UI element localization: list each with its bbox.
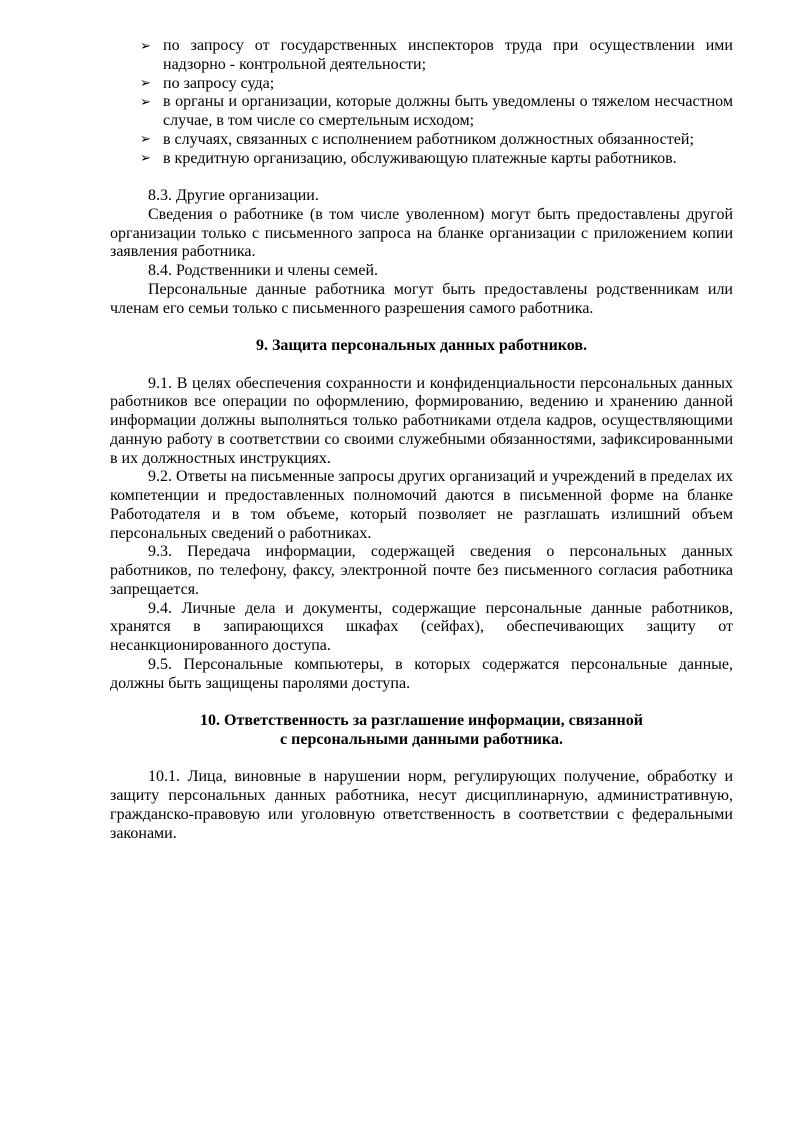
bullet-item — [110, 150, 733, 169]
arrow-bullet-icon: ➢ — [140, 76, 151, 91]
paragraph-8-4-title: 8.4. Родственники и члены семей. — [148, 262, 379, 279]
section-9-body — [110, 375, 733, 694]
section-8 — [110, 187, 733, 318]
bullet-item-text: по запросу суда; — [163, 74, 275, 92]
bullet-item — [110, 37, 733, 75]
paragraph-9-1: 9.1. В целях обеспечения сохранности и конфиденциальности персональных данных работников все операции по оформлению, формированию, ведению и хранению данной информации должны выполняться только работниками отдела кадров, осуществляющими данную работу в соответствии со своими служебными обязанностями, зафиксированными в их должностных инструкциях. — [110, 374, 733, 467]
arrow-bullet-icon: ➢ — [140, 94, 151, 110]
bullet-item — [110, 75, 733, 94]
arrow-bullet-icon: ➢ — [140, 151, 151, 166]
section-10-heading — [110, 712, 733, 750]
paragraph-9-2: 9.2. Ответы на письменные запросы других организаций и учреждений в пределах их компетенции и предоставленных полномочий даются в письменной форме на бланке Работодателя и в том объеме, который позволяет не разглашать излишний объем персональных сведений о работниках. — [110, 468, 733, 542]
bullet-item-text: по запросу от государственных инспекторов труда при осуществлении ими надзорно - контрольной деятельности; — [163, 37, 733, 73]
bullet-item — [110, 93, 733, 131]
section-10-heading-line-1: 10. Ответственность за разглашение информации, связанной — [200, 712, 643, 729]
paragraph-8-4-body: Персональные данные работника могут быть предоставлены родственникам или членам его семьи только с письменного разрешения самого работника. — [110, 280, 733, 317]
arrow-bullet-icon: ➢ — [140, 38, 151, 54]
bullet-item-text: в органы и организации, которые должны быть уведомлены о тяжелом несчастном случае, в том числе со смертельным исходом; — [163, 93, 733, 129]
bullet-item-text: в случаях, связанных с исполнением работником должностных обязанностей; — [163, 130, 694, 148]
bullet-list — [110, 37, 733, 168]
section-10-body — [110, 768, 733, 843]
section-10-heading-line-2: с персональными данными работника. — [280, 730, 563, 748]
paragraph-9-3: 9.3. Передача информации, содержащей сведения о персональных данных работников, по телефону, факсу, электронной почте без письменного согласия работника запрещается. — [110, 543, 733, 598]
section-9-heading: 9. Защита персональных данных работников. — [255, 337, 588, 354]
bullet-item-text: в кредитную организацию, обслуживающую платежные карты работников. — [163, 149, 677, 167]
paragraph-8-3-body: Сведения о работнике (в том числе уволенном) могут быть предоставлены другой организации только с письменного запроса на бланке организации с приложением копии заявления работника. — [110, 205, 733, 261]
paragraph-9-5: 9.5. Персональные компьютеры, в которых содержатся персональные данные, должны быть защищены паролями доступа. — [110, 655, 733, 692]
arrow-bullet-icon: ➢ — [140, 132, 151, 148]
paragraph-10-1: 10.1. Лица, виновные в нарушении норм, регулирующих получение, обработку и защиту персональных данных работника, несут дисциплинарную, административную, гражданско-правовую или уголовную ответственность в соответствии с федеральными законами. — [110, 768, 733, 842]
bullet-item — [110, 131, 733, 150]
paragraph-8-3-title: 8.3. Другие организации. — [148, 187, 319, 204]
paragraph-9-4: 9.4. Личные дела и документы, содержащие персональные данные работников, хранятся в запирающихся шкафах (сейфах), обеспечивающих защиту от несанкционированного доступа. — [110, 599, 733, 654]
